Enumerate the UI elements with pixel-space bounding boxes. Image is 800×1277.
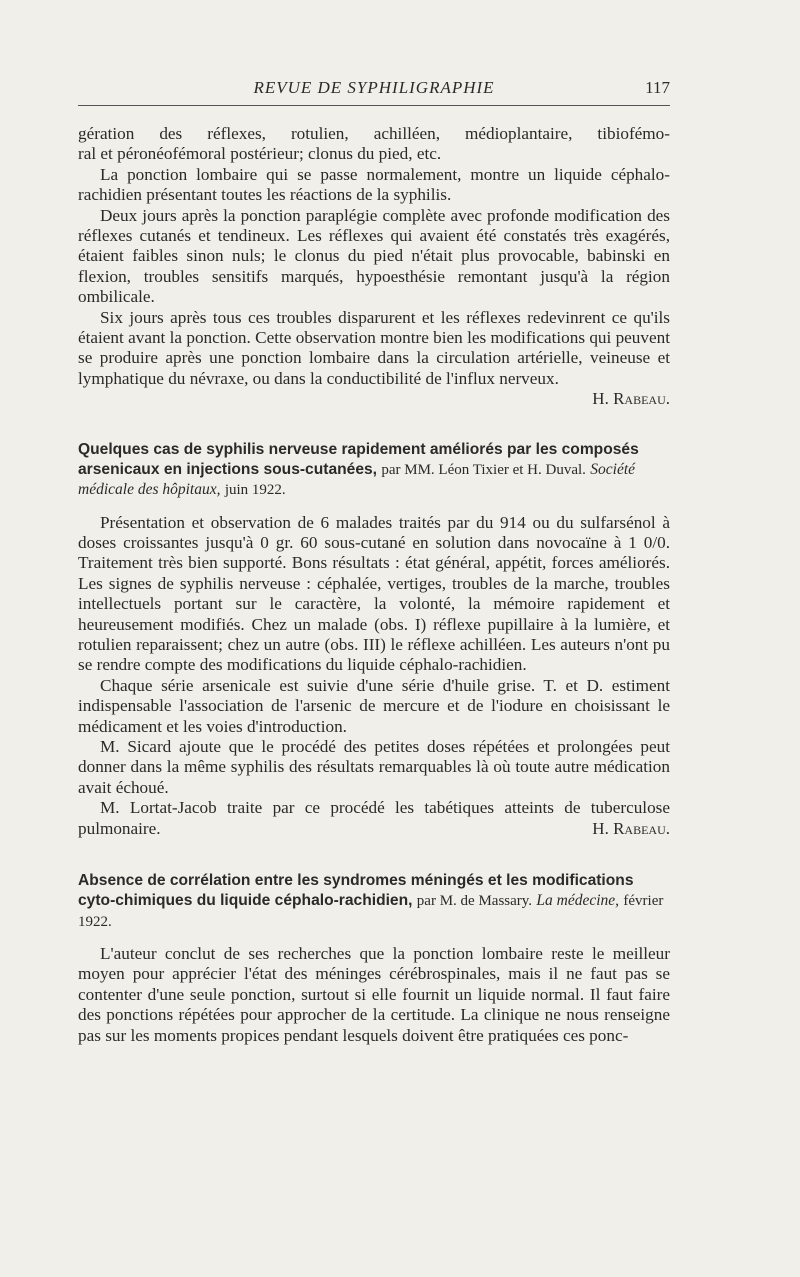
article-1-paragraph-1: Présentation et observation de 6 malades traités par du 914 ou du sulfarsénol à doses croissantes jusqu'à 0 gr. 60 sous-cutané en solution dans novocaïne à 1 0/0. Traitement très bien supporté. Bons résultats : état général, appétit, forces améliorés. Les signes de syphilis nerveuse : céphalée, vertiges, troubles de la marche, troubles intellectuels portant sur le caractère, la volonté, la mémoire rapidement et heureusement modifiés. Chez un malade (obs. I) réflexe pupillaire à la lumière, et rotulien reparaissent; chez un autre (obs. III) le réflexe achilléen. Les auteurs n'ont pu se rendre compte des modifications du liquide céphalo-rachidien. [78,512,670,675]
article-1-authors: par MM. Léon Tixier et H. Duval. [381,461,586,478]
intro-paragraph-3: Deux jours après la ponction paraplégie complète avec profonde modification des réflexes cutanés et tendineux. Les réflexes qui avaient été constatés très exagérés, étaient faibles sinon nuls; le clonus du pied n'était plus provocable, babinski en flexion, troubles sensitifs marqués, hypoesthésie remontant jusqu'à la région ombilicale. [78,205,670,307]
intro-paragraph-2: La ponction lombaire qui se passe normalement, montre un liquide céphalo-rachidien présentant toutes les réactions de la syphilis. [78,164,670,205]
page-body [78,124,670,1046]
article-1-date: juin 1922. [224,482,286,499]
article-2-date: février 1922. [78,893,664,930]
article-1-paragraph-4-text: M. Lortat-Jacob traite par ce procédé les tabétiques atteints de tuberculose pulmonaire. [78,798,670,838]
intro-line-2: ral et péronéofémoral postérieur; clonus du pied, etc. [78,144,442,164]
page-number: 117 [645,78,670,97]
running-title: REVUE DE SYPHILIGRAPHIE [253,78,495,97]
signature-text: H. Rabeau. [592,389,670,409]
article-1-title: Quelques cas de syphilis nerveuse rapidement améliorés par les composés arsenicaux en injections sous-cutanées, [78,440,639,478]
intro-signature [78,389,670,409]
intro-paragraph-1-end [78,144,670,164]
article-1-paragraph-4 [78,798,670,839]
article-1-signature: H. Rabeau. [592,818,670,838]
article-2-title: Absence de corrélation entre les syndromes méningés et les modifications cyto-chimiques du liquide céphalo-rachidien, [78,872,634,910]
spacer [78,501,670,513]
intro-paragraph-4: Six jours après tous ces troubles disparurent et les réflexes redevinrent ce qu'ils étaient avant la ponction. Cette observation montre bien les modifications qui peuvent se produire après une ponction lombaire dans la circulation artérielle, veineuse et lymphatique du névraxe, ou dans la conductibilité de l'influx nerveux. [78,307,670,388]
article-2-authors: par M. de Massary. [416,893,533,910]
article-2-journal: La médecine, [536,892,620,910]
spacer [78,932,670,944]
article-1-journal: Société médicale des hôpitaux, [78,460,636,499]
article-2-paragraph-1: L'auteur conclut de ses recherches que la ponction lombaire reste le meilleur moyen pour apprécier l'état des méninges cérébrospinales, mais il ne faut pas se contenter d'une seule ponction, surtout si elle fournit un liquide normal. Il faut faire des ponctions répétées pour approcher de la certitude. La clinique ne nous renseigne pas sur les moments propices pendant lesquels doivent être pratiquées ces ponc- [78,943,670,1045]
article-1-heading [78,440,670,501]
intro-paragraph-1 [78,124,670,144]
intro-line-1: gération des réflexes, rotulien, achilléen, médioplantaire, tibiofémo- [78,124,670,143]
running-head [78,78,670,106]
article-1-paragraph-2: Chaque série arsenicale est suivie d'une série d'huile grise. T. et D. estiment indispensable l'association de l'arsenic de mercure et de l'iodure en choisissant le médicament et les voies d'introduction. [78,675,670,736]
article-2-heading [78,871,670,932]
header-rule [78,105,670,106]
article-1-paragraph-3: M. Sicard ajoute que le procédé des petites doses répétées et prolongées peut donner dans la même syphilis des résultats remarquables là où toute autre médication avait échoué. [78,737,670,797]
